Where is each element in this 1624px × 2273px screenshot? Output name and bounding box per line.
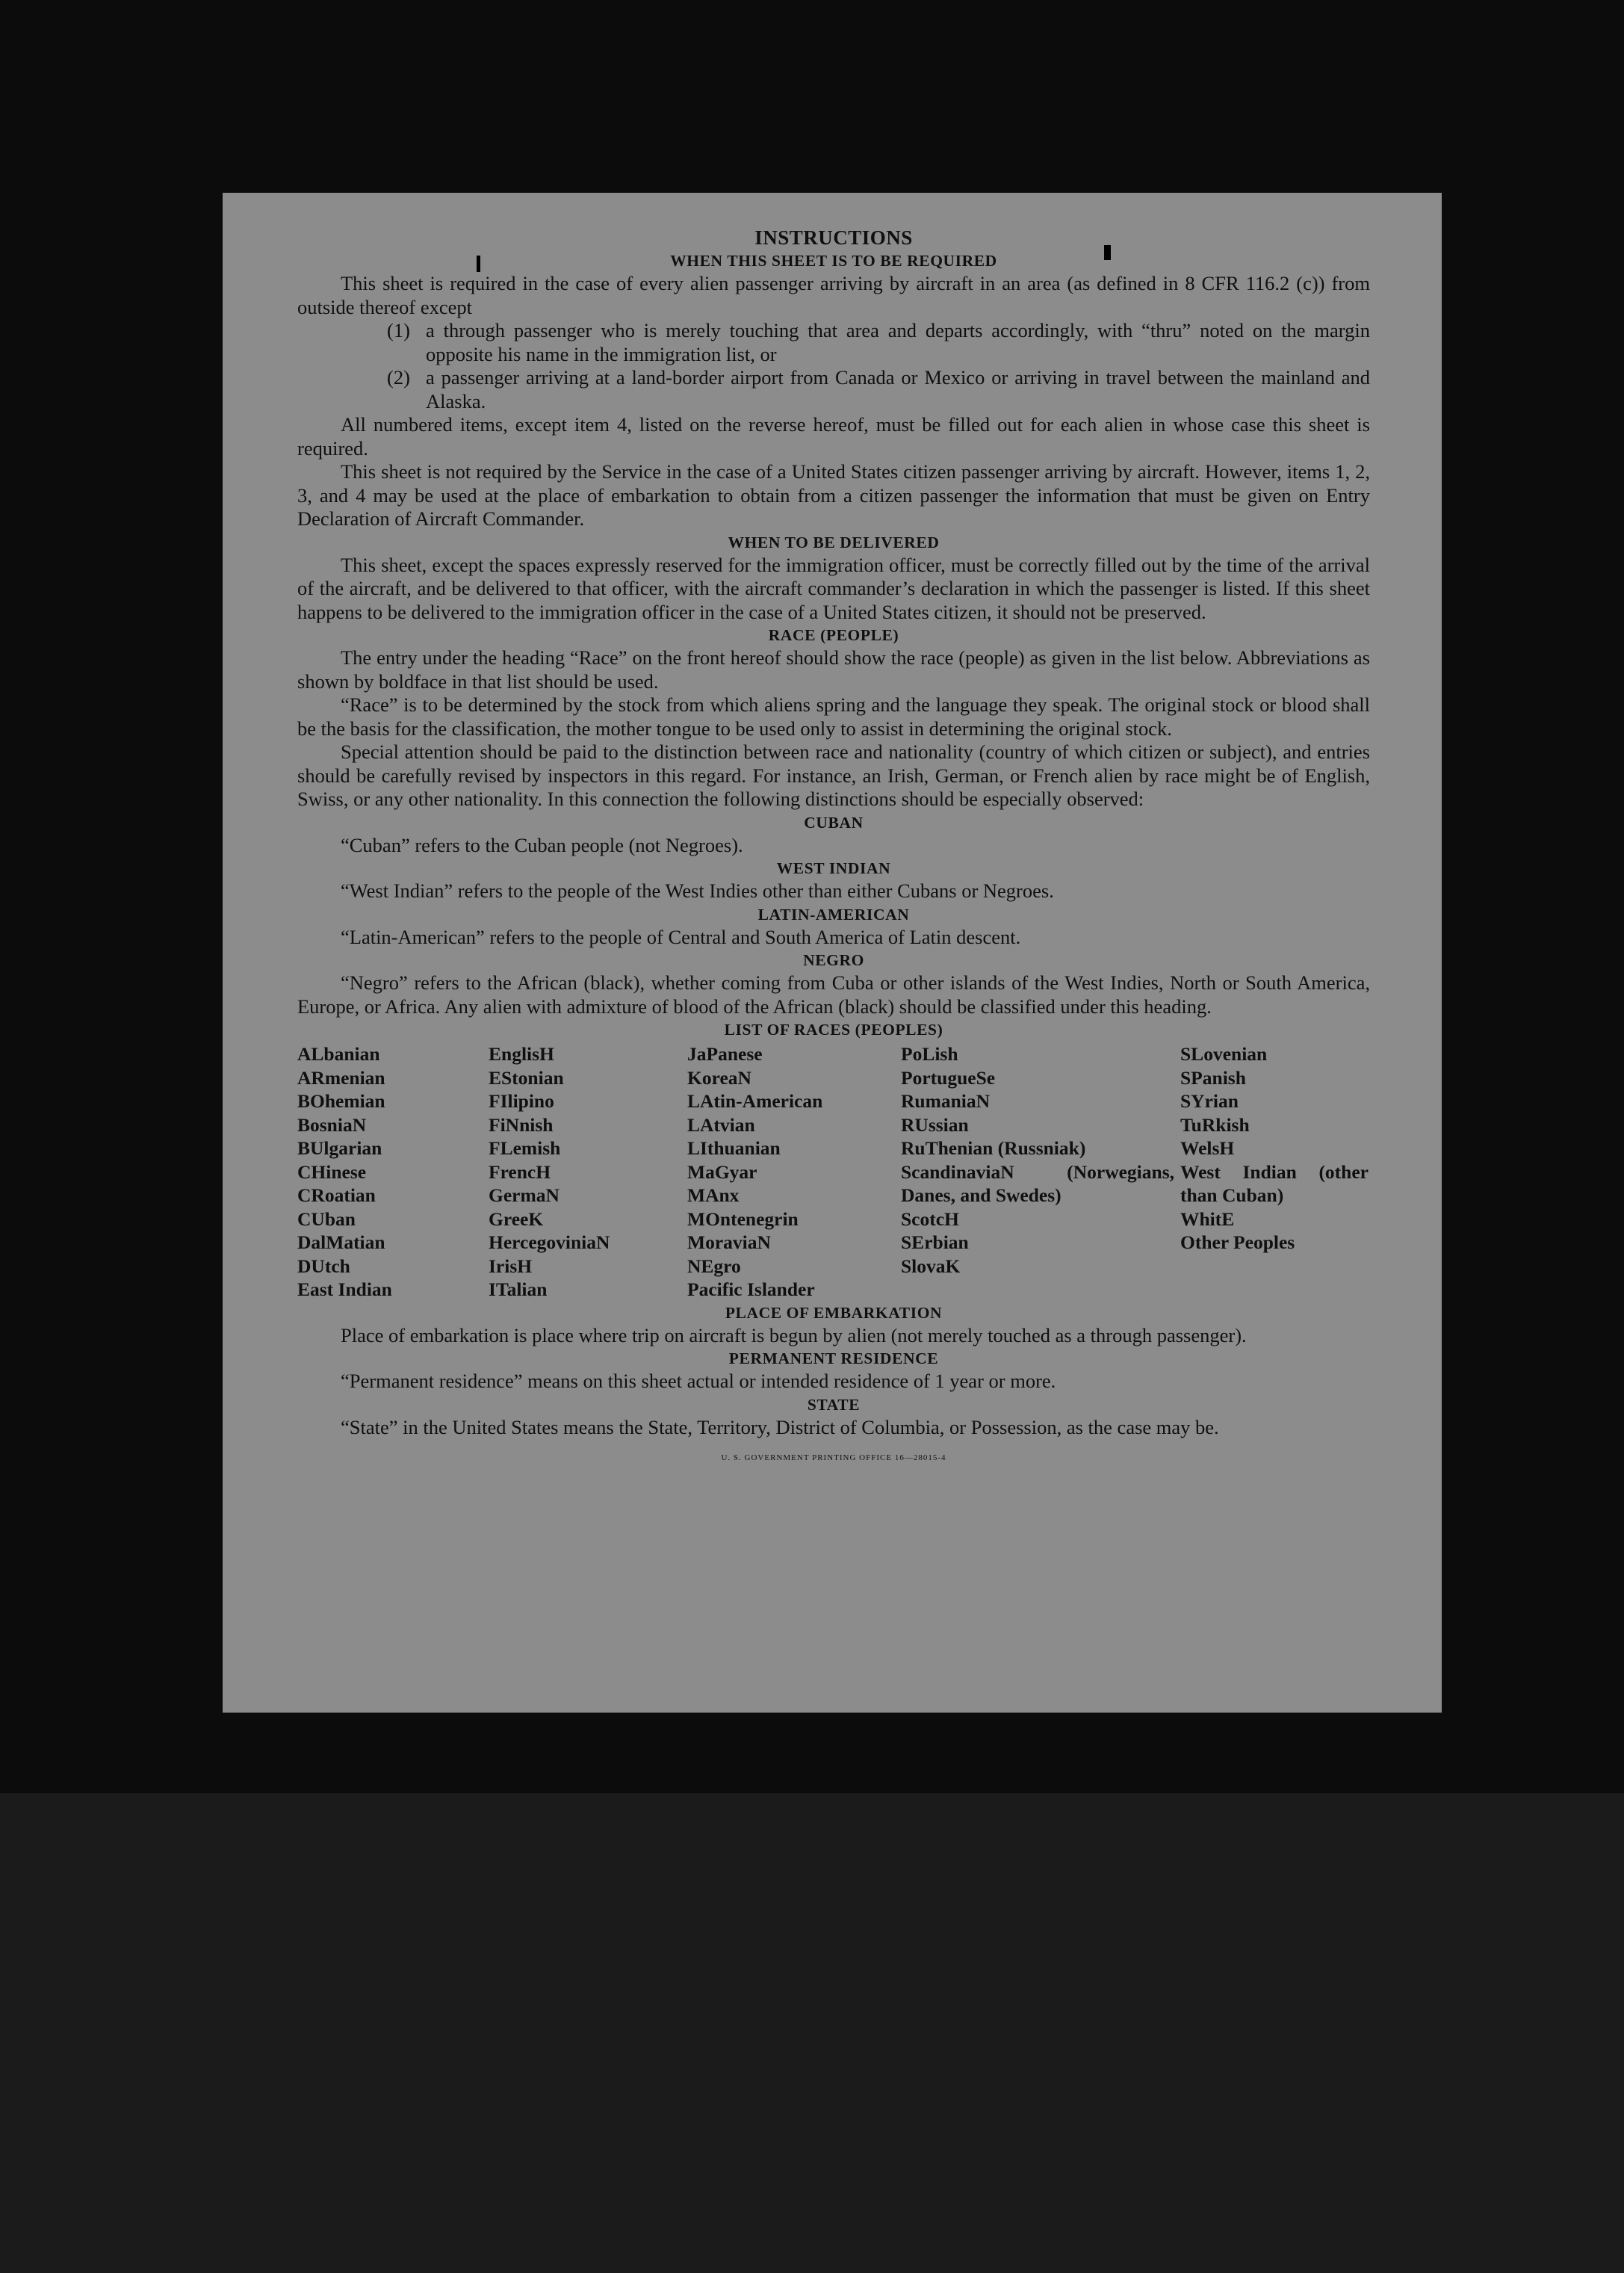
race-entry: MOntenegrin: [687, 1207, 799, 1230]
item-text: a passenger arriving at a land-border airport from Canada or Mexico or arriving in travel between the mainland and Alaska.: [426, 366, 1370, 412]
races-heading: LIST OF RACES (PEOPLES): [724, 1021, 943, 1039]
race-entry: SlovaK: [901, 1255, 961, 1277]
section-heading: WHEN THIS SHEET IS TO BE REQUIRED: [670, 252, 997, 270]
race-entry: CRoatian: [297, 1184, 376, 1206]
paragraph: “Negro” refers to the African (black), whether coming from Cuba or other islands of the West Indies, North or South America, Europe, or Africa. Any alien with admixture of blood of the African (black) should be classified under this heading.: [297, 971, 1370, 1018]
races-column: [489, 1042, 687, 1302]
race-entry: MoraviaN: [687, 1231, 771, 1253]
race-entry: BOhemian: [297, 1090, 385, 1112]
scan-background: [0, 1793, 1624, 2273]
section-heading: WHEN TO BE DELIVERED: [728, 533, 940, 551]
race-entry: LAtvian: [687, 1113, 755, 1136]
paragraph: Special attention should be paid to the distinction between race and nationality (country of which citizen or subject), and entries should be carefully revised by inspectors in this regard. For instance, an Irish, German, or French alien by race might be of English, Swiss, or any other nationality. In this connection the following distinctions should be especially observed:: [297, 740, 1370, 810]
race-entry: ITalian: [489, 1278, 548, 1300]
section-heading: CUBAN: [804, 813, 864, 832]
race-entry: East Indian: [297, 1278, 392, 1300]
race-entry: ScotcH: [901, 1207, 959, 1230]
race-entry: WelsH: [1180, 1137, 1235, 1159]
numbered-item: [387, 319, 1370, 366]
paragraph: “Cuban” refers to the Cuban people (not Negroes).: [341, 833, 743, 856]
paragraph: “Latin-American” refers to the people of Central and South America of Latin descent.: [341, 925, 1021, 948]
race-entry: SYrian: [1180, 1090, 1239, 1112]
race-entry: FIlipino: [489, 1090, 554, 1112]
races-column: [901, 1042, 1180, 1302]
printer-imprint: U. S. GOVERNMENT PRINTING OFFICE 16—28015-4: [721, 1453, 946, 1462]
paragraph: “Race” is to be determined by the stock from which aliens spring and the language they speak. The original stock or blood shall be the basis for the classification, the mother tongue to be used only to assist in determining the original stock.: [297, 693, 1370, 740]
section-heading: RACE (PEOPLE): [768, 626, 899, 644]
race-entry: GermaN: [489, 1184, 560, 1206]
item-number: (1): [387, 319, 410, 341]
races-column: [297, 1042, 489, 1302]
race-entry: TuRkish: [1180, 1113, 1250, 1136]
race-entry: IrisH: [489, 1255, 533, 1277]
race-entry: MaGyar: [687, 1160, 757, 1183]
numbered-item: [387, 366, 1370, 413]
ink-mark: [1104, 245, 1111, 260]
section-heading: LATIN-AMERICAN: [757, 905, 910, 924]
race-entry: LAtin-American: [687, 1090, 823, 1112]
race-entry: FrencH: [489, 1160, 551, 1183]
race-entry: RumaniaN: [901, 1090, 991, 1112]
race-entry: EStonian: [489, 1066, 564, 1089]
race-entry: JaPanese: [687, 1043, 763, 1065]
race-entry: ARmenian: [297, 1066, 385, 1089]
race-entry: Other Peoples: [1180, 1231, 1295, 1253]
race-entry: FiNnish: [489, 1113, 554, 1136]
races-column: [1180, 1042, 1374, 1302]
race-entry: ALbanian: [297, 1043, 380, 1065]
section-heading: PERMANENT RESIDENCE: [728, 1349, 939, 1367]
section-heading: NEGRO: [803, 951, 864, 969]
paragraph: “State” in the United States means the State, Territory, District of Columbia, or Possession, as the case may be.: [341, 1415, 1219, 1438]
section-heading: PLACE OF EMBARKATION: [725, 1303, 943, 1322]
ink-mark: [477, 256, 480, 272]
paragraph: This sheet, except the spaces expressly reserved for the immigration officer, must be correctly filled out by the time of the arrival of the aircraft, and be delivered to that officer, with the aircraft commander’s declaration in which the passenger is listed. If this sheet happens to be delivered to the immigration officer in the case of a United States citizen, it should not be preserved.: [297, 553, 1370, 623]
race-entry: Pacific Islander: [687, 1278, 815, 1300]
race-entry: HercegoviniaN: [489, 1231, 610, 1253]
paragraph: All numbered items, except item 4, listed on the reverse hereof, must be filled out for each alien in whose case this sheet is required.: [297, 413, 1370, 460]
race-entry: RUssian: [901, 1113, 969, 1136]
race-entry: PortugueSe: [901, 1066, 996, 1089]
race-entry: PoLish: [901, 1043, 958, 1065]
paragraph: Place of embarkation is place where trip on aircraft is begun by alien (not merely touched as a through passenger).: [341, 1323, 1247, 1346]
paragraph: The entry under the heading “Race” on the front hereof should show the race (people) as given in the list below. Abbreviations as shown by boldface in that list should be used.: [297, 646, 1370, 693]
paragraph: This sheet is not required by the Service in the case of a United States citizen passenger arriving by aircraft. However, items 1, 2, 3, and 4 may be used at the place of embarkation to obtain from a citizen passenger the information that must be given on Entry Declaration of Aircraft Commander.: [297, 460, 1370, 530]
race-entry: SErbian: [901, 1231, 969, 1253]
section-heading: WEST INDIAN: [776, 859, 891, 877]
race-entry: DUtch: [297, 1255, 350, 1277]
race-entry: SLovenian: [1180, 1043, 1268, 1065]
race-entry: FLemish: [489, 1137, 561, 1159]
item-text: a through passenger who is merely touching that area and departs accordingly, with “thru” noted on the margin opposite his name in the immigration list, or: [426, 319, 1370, 365]
race-entry: West Indian (other than Cuban): [1180, 1160, 1369, 1206]
race-entry: ScandinaviaN (Norwegians, Danes, and Swedes): [901, 1160, 1174, 1206]
races-list: [297, 1042, 1370, 1302]
page-title: INSTRUCTIONS: [754, 226, 913, 249]
race-entry: GreeK: [489, 1207, 544, 1230]
item-number: (2): [387, 366, 410, 389]
paragraph: “Permanent residence” means on this sheet actual or intended residence of 1 year or more.: [341, 1370, 1056, 1392]
race-entry: DalMatian: [297, 1231, 385, 1253]
race-entry: BosniaN: [297, 1113, 367, 1136]
races-column: [687, 1042, 901, 1302]
paragraph: This sheet is required in the case of every alien passenger arriving by aircraft in an area (as defined in 8 CFR 116.2 (c)) from outside thereof except: [297, 272, 1370, 318]
race-entry: WhitE: [1180, 1207, 1235, 1230]
race-entry: NEgro: [687, 1255, 741, 1277]
section-heading: STATE: [807, 1395, 861, 1414]
race-entry: RuThenian (Russniak): [901, 1137, 1086, 1159]
race-entry: SPanish: [1180, 1066, 1246, 1089]
race-entry: MAnx: [687, 1184, 740, 1206]
race-entry: LIthuanian: [687, 1137, 781, 1159]
race-entry: KoreaN: [687, 1066, 751, 1089]
race-entry: CHinese: [297, 1160, 367, 1183]
instruction-sheet: [223, 193, 1442, 1713]
race-entry: EnglisH: [489, 1043, 554, 1065]
race-entry: BUlgarian: [297, 1137, 382, 1159]
race-entry: CUban: [297, 1207, 356, 1230]
paragraph: “West Indian” refers to the people of the West Indies other than either Cubans or Negroes.: [341, 879, 1054, 902]
